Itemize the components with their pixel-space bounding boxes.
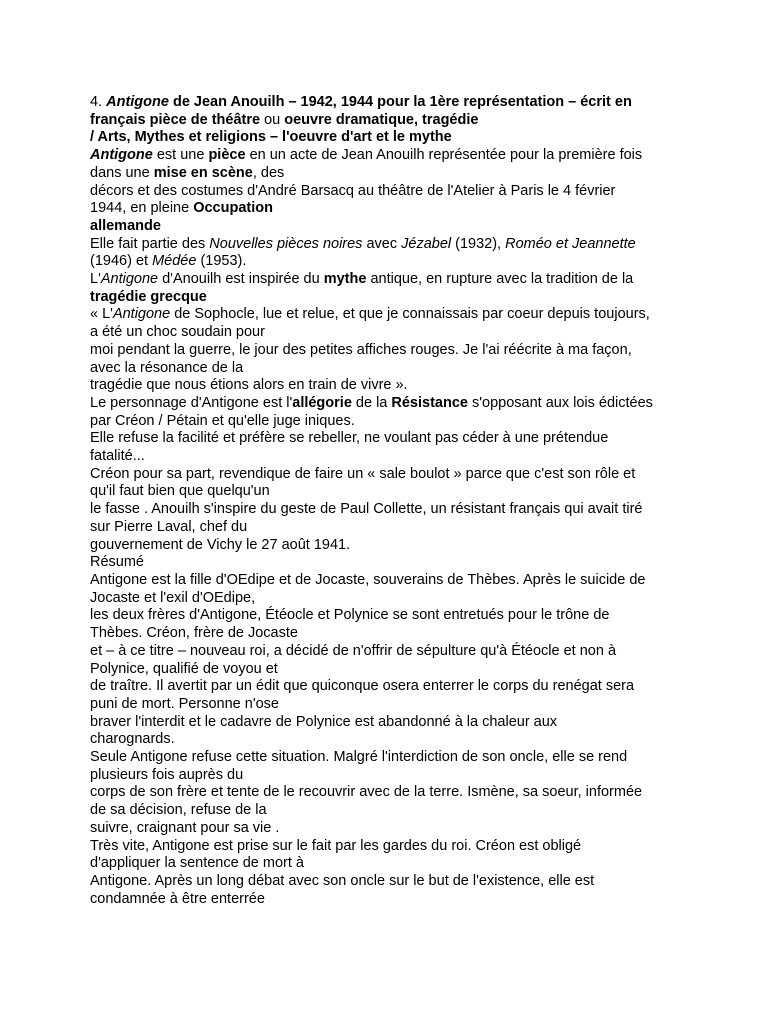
text-line [90, 855, 690, 873]
text-line [90, 236, 690, 254]
text-run: Antigone [106, 94, 169, 110]
text-run: est une [152, 147, 209, 164]
text-run: de la [351, 394, 392, 411]
text-run: tragédie que nous étions alors en train de vivre ». [90, 377, 408, 394]
text-line [90, 271, 690, 289]
text-run: mise en scène [153, 164, 253, 181]
text-run: puni de mort. Personne n'ose [90, 695, 279, 712]
text-line [90, 661, 690, 679]
text-run: Antigone. Après un long débat avec son oncle sur le but de l'existence, elle est [90, 872, 595, 889]
text-line [90, 625, 690, 643]
text-line [90, 448, 690, 466]
text-line [90, 377, 690, 395]
text-run: a été un choc soudain pour [90, 324, 265, 341]
text-run: Antigone [100, 271, 159, 288]
text-run: mythe [323, 271, 367, 288]
text-run: Résistance [391, 394, 468, 411]
text-run: L' [90, 271, 101, 288]
text-run: suivre, craignant pour sa vie . [90, 819, 280, 836]
text-run: et – à ce titre – nouveau roi, a décidé de n'offrir de sépulture qu'à Étéocle et non à [90, 642, 617, 659]
text-run: par Créon / Pétain et qu'elle juge iniques. [90, 412, 355, 429]
text-line [90, 129, 690, 147]
text-run: sur Pierre Laval, chef du [90, 518, 248, 535]
text-run: de Sophocle, lue et relue, et que je connaissais par coeur depuis toujours, [170, 306, 650, 323]
text-run: Jocaste et l'exil d'OEdipe, [90, 589, 256, 606]
text-run: les deux frères d'Antigone, Étéocle et Polynice se sont entretués pour le trône de [90, 607, 610, 624]
text-line [90, 767, 690, 785]
text-line [90, 200, 690, 218]
document-page [90, 94, 690, 908]
text-run: (1946) et [90, 253, 153, 270]
text-run: Antigone [112, 306, 171, 323]
text-run: Résumé [90, 554, 144, 571]
text-run: Très vite, Antigone est prise sur le fait par les gardes du roi. Créon est obligé [90, 837, 582, 854]
text-line [90, 94, 690, 112]
text-line [90, 395, 690, 413]
text-run: plusieurs fois auprès du [90, 766, 244, 783]
text-run: Polynice, qualifié de voyou et [90, 660, 278, 677]
text-run: avec la résonance de la [90, 359, 244, 376]
text-run: qu'il faut bien que quelqu'un [90, 483, 270, 500]
text-line [90, 820, 690, 838]
text-line [90, 537, 690, 555]
text-run: Seule Antigone refuse cette situation. Malgré l'interdiction de son oncle, elle se rend [90, 749, 628, 766]
text-line [90, 590, 690, 608]
text-line [90, 891, 690, 909]
text-run: de Jean Anouilh – 1942, 1944 pour la 1ère représentation – écrit en [168, 94, 632, 110]
text-line [90, 731, 690, 749]
text-run: / Arts, Mythes et religions – l'oeuvre d'art et le mythe [90, 129, 452, 146]
text-run: d'appliquer la sentence de mort à [90, 855, 304, 872]
text-run: 1944, en pleine [90, 200, 194, 217]
text-line [90, 466, 690, 484]
text-line [90, 572, 690, 590]
text-run: Antigone [90, 147, 153, 164]
text-run: condamnée à être enterrée [90, 890, 265, 907]
text-run: tragédie grecque [90, 288, 207, 305]
text-run: de traître. Il avertit par un édit que quiconque osera enterrer le corps du renégat sera [90, 678, 635, 695]
text-run: « L' [90, 306, 113, 323]
text-line [90, 413, 690, 431]
text-run: oeuvre dramatique, tragédie [284, 111, 479, 128]
text-line [90, 147, 690, 165]
text-line [90, 289, 690, 307]
text-line [90, 253, 690, 271]
text-run: français pièce de théâtre [90, 111, 261, 128]
text-run: Thèbes. Créon, frère de Jocaste [90, 625, 298, 642]
text-run: gouvernement de Vichy le 27 août 1941. [90, 536, 351, 553]
text-line [90, 430, 690, 448]
text-line [90, 360, 690, 378]
text-line [90, 501, 690, 519]
text-run: allemande [90, 217, 161, 234]
text-run: moi pendant la guerre, le jour des petites affiches rouges. Je l'ai réécrite à ma façon, [90, 341, 632, 358]
text-run: Le personnage d'Antigone est l' [90, 394, 293, 411]
text-line [90, 802, 690, 820]
text-run: Créon pour sa part, revendique de faire un « sale boulot » parce que c'est son rôle et [90, 465, 636, 482]
text-line [90, 306, 690, 324]
text-line [90, 643, 690, 661]
text-line [90, 607, 690, 625]
text-line [90, 696, 690, 714]
text-run: Nouvelles pièces noires [209, 235, 363, 252]
text-line [90, 749, 690, 767]
text-line [90, 483, 690, 501]
text-line [90, 714, 690, 732]
text-run: , des [252, 164, 285, 181]
text-run: fatalité... [90, 448, 145, 465]
text-run: d'Anouilh est inspirée du [158, 271, 324, 288]
text-run: 4. [90, 94, 107, 110]
text-line [90, 678, 690, 696]
text-run: corps de son frère et tente de le recouvrir avec de la terre. Ismène, sa soeur, informée [90, 784, 643, 801]
text-line [90, 838, 690, 856]
text-line [90, 519, 690, 537]
text-line [90, 218, 690, 236]
text-run: (1932), [451, 235, 506, 252]
text-line [90, 784, 690, 802]
text-run: Antigone est la fille d'OEdipe et de Jocaste, souverains de Thèbes. Après le suicide de [90, 571, 646, 588]
text-run: le fasse . Anouilh s'inspire du geste de Paul Collette, un résistant français qui avait tiré [90, 501, 643, 518]
text-line [90, 554, 690, 572]
text-line [90, 873, 690, 891]
text-run: allégorie [292, 394, 352, 411]
text-run: Jézabel [401, 235, 452, 252]
text-run: décors et des costumes d'André Barsacq au théâtre de l'Atelier à Paris le 4 février [90, 182, 616, 199]
text-run: Occupation [193, 200, 273, 217]
text-run: braver l'interdit et le cadavre de Polynice est abandonné à la chaleur aux [90, 713, 558, 730]
text-run: avec [362, 235, 402, 252]
text-run: (1953). [196, 253, 247, 270]
text-run: Elle fait partie des [90, 235, 210, 252]
text-line [90, 165, 690, 183]
text-run: pièce [208, 147, 246, 164]
text-run: ou [260, 111, 285, 128]
text-run: de sa décision, refuse de la [90, 802, 267, 819]
text-line [90, 324, 690, 342]
text-run: Médée [152, 253, 197, 270]
text-run: dans une [90, 164, 154, 181]
text-line [90, 112, 690, 130]
text-run: Elle refuse la facilité et préfère se rebeller, ne voulant pas céder à une prétendue [90, 430, 609, 447]
text-run: en un acte de Jean Anouilh représentée pour la première fois [245, 147, 643, 164]
text-run: antique, en rupture avec la tradition de la [366, 271, 634, 288]
text-run: charognards. [90, 731, 175, 748]
text-run: s'opposant aux lois édictées [467, 394, 653, 411]
text-line [90, 342, 690, 360]
text-line [90, 183, 690, 201]
text-run: Roméo et Jeannette [505, 235, 636, 252]
